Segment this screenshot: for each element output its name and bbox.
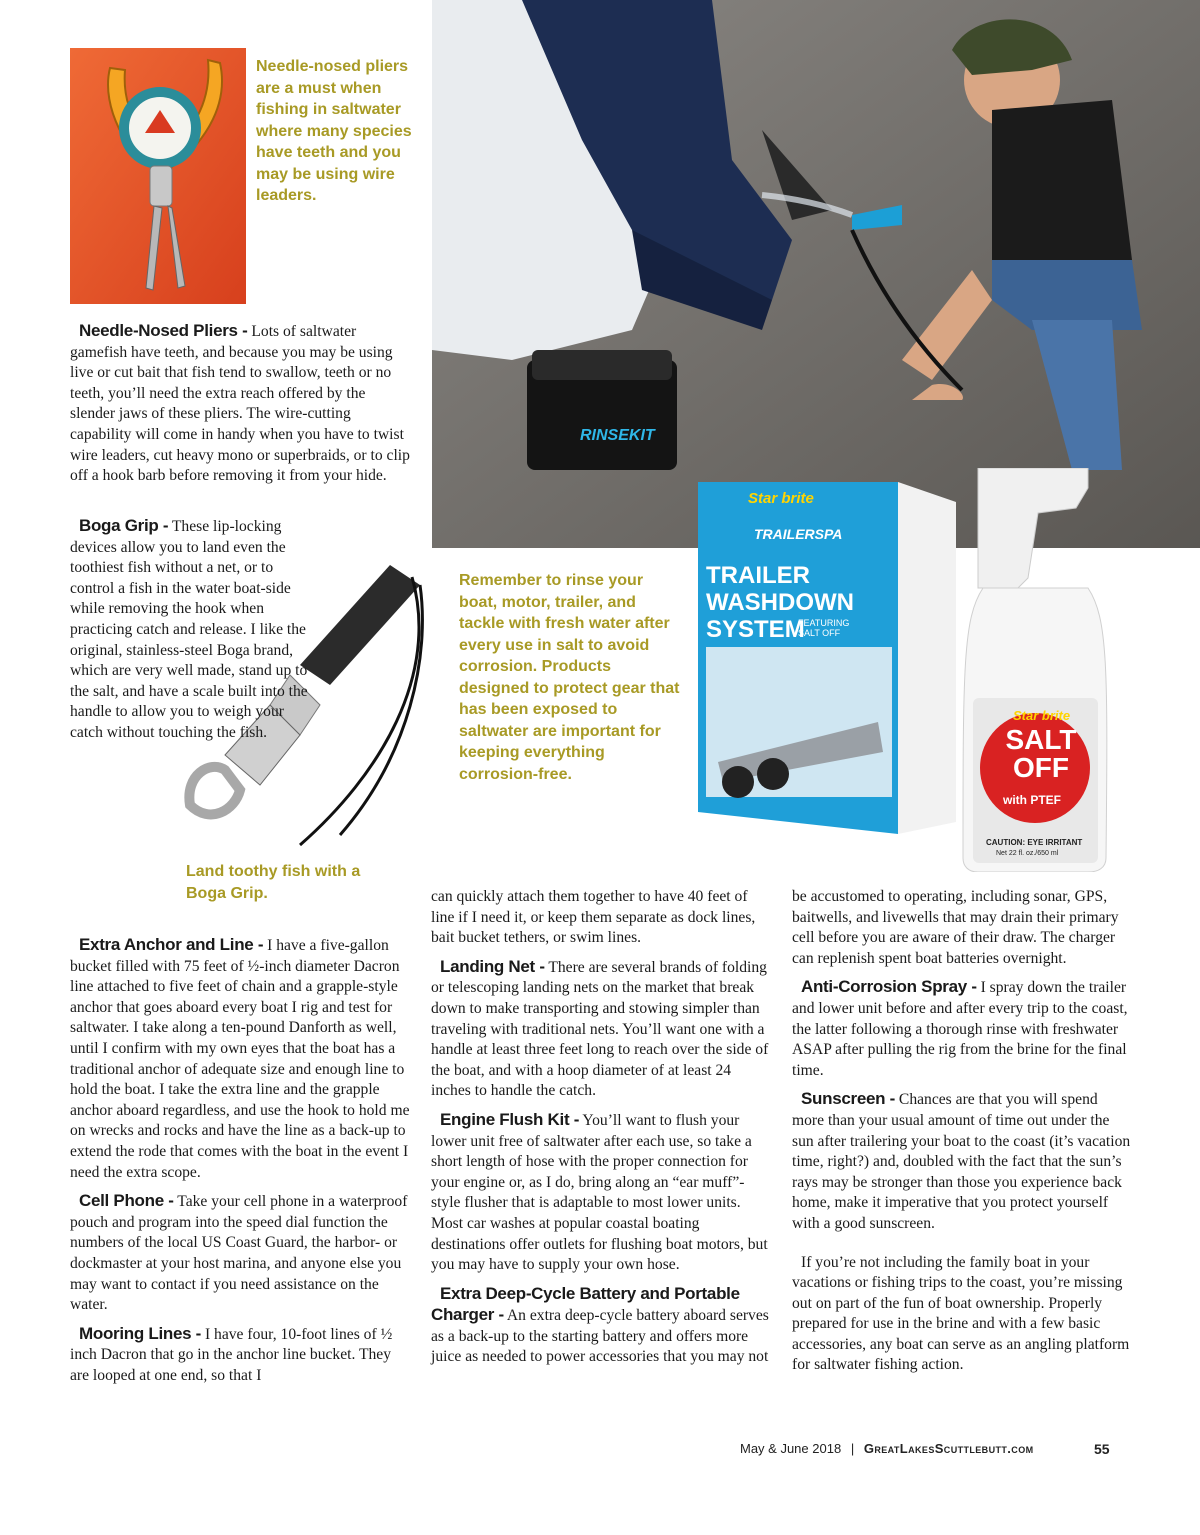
section-text: I spray down the trailer and lower unit before and after every trip to the coast, the latter following a thorough rinse with freshwater ASAP after pulling the rig from the brine for the final time. — [792, 979, 1128, 1079]
site-name-part: GreatLakes — [863, 1441, 935, 1456]
section-boga — [70, 516, 320, 744]
section-text: You’ll want to flush your lower unit free of saltwater after each use, so take a short length of hose with the proper connection for your engine or, as I do, bring along an “ear muff”-style flusher that is adaptable to most lower units. Most car washes at popular coastal boating destinations offer outlets for flushing boat motors, but you may have to supply your own hose. — [431, 1111, 768, 1274]
section-battery — [431, 1284, 769, 1368]
section-text: I have a five-gallon bucket filled with 75 feet of ½-inch diameter Dacron line attached to five feet of chain and a grapple-style anchor that goes aboard every boat I rig and test for saltwater. I take along a ten-pound Danforth as well, until I confirm with my own eyes that the boat has a traditional anchor of adequate size and enough line to hold the boat. I take the extra line and the grapple anchor aboard regardless, and use the hook to hold me on wrecks and rocks and have the line as a back-up to extend the rode that comes with the boat in the event I need the extra scope. — [70, 937, 410, 1181]
site-name-part: .com — [1007, 1441, 1034, 1456]
section-heading: Boga Grip - — [79, 516, 169, 535]
site-name-part: Scuttlebutt — [934, 1441, 1008, 1456]
section-net — [431, 957, 769, 1102]
closing-paragraph: If you’re not including the family boat in your vacations or fishing trips to the coast, you’re missing out on part of the fun of boat ownership. Properly prepared for use in the brine and with a few basic accessories, any boat can serve as an angling platform for saltwater fishing action. — [792, 1253, 1130, 1374]
box-title-label: TRAILER WASHDOWN SYSTEM — [706, 562, 854, 643]
footer-divider: | — [850, 1441, 855, 1456]
section-spray — [792, 977, 1132, 1081]
section-heading: Landing Net - — [440, 956, 545, 976]
trailer-washdown-box-photo — [698, 482, 956, 834]
section-heading: Needle-Nosed Pliers - — [79, 321, 248, 340]
boga-caption: Land toothy fish with a Boga Grip. — [186, 863, 361, 902]
section-text: I have four, 10-foot lines of ½ inch Dacron that go in the anchor line bucket. They are looped at one end, so that I — [70, 1325, 393, 1384]
bottle-brand-label: Star brite — [1013, 708, 1071, 723]
needle-nose-pliers-illustration — [70, 48, 246, 304]
section-mooring — [70, 1324, 410, 1387]
section-heading: Engine Flush Kit - — [440, 1109, 580, 1129]
page-footer — [740, 1441, 1034, 1456]
page-number: 55 — [1094, 1441, 1110, 1457]
section-text: Take your cell phone in a waterproof pouch and program into the speed dial function the numbers of the local US Coast Guard, the harbor- or dockmaster at your host marina, and anyone else you may want to contact if you need assistance on the water. — [70, 1193, 408, 1314]
section-heading: Extra Anchor and Line - — [79, 935, 264, 954]
section-text: Chances are that you will spend more than your usual amount of time out under the sun after trailering your boat to the coast (it’s vacation time, right?) and, doubled with the fact that the sun’s rays may be stronger than those you experience back home, make it imperative that you protect yourself with a good sunscreen. — [792, 1091, 1131, 1232]
column-2 — [431, 887, 769, 1376]
section-anchor — [70, 935, 410, 1183]
section-heading: Anti-Corrosion Spray - — [801, 977, 977, 997]
column-3 — [792, 887, 1132, 1384]
box-sub-label: FEATURING SALT OFF — [798, 618, 850, 638]
salt-off-bottle-photo — [958, 468, 1110, 872]
section-heading: Cell Phone - — [79, 1191, 174, 1211]
rinse-caption: Remember to rinse your boat, motor, trailer, and tackle with fresh water after every use in salt to avoid corrosion. Products designed to protect gear that has been exposed to saltwater are important for keeping everything corrosion-free. — [459, 572, 680, 783]
bottle-size-label: Net 22 fl. oz./650 ml — [996, 850, 1059, 857]
box-name-label: TRAILERSPA — [754, 526, 843, 542]
bottle-caution-label: CAUTION: EYE IRRITANT — [986, 838, 1083, 847]
section-sunscreen — [792, 1089, 1132, 1234]
pliers-photo — [70, 48, 246, 304]
section-text: These lip-locking devices allow you to land even the toothiest fish without a net, or to control a fish in the water boat-side while removing the hook when practicing catch and release. I like the original, stainless-steel Boga brand, which are very well made, stand up to the salt, and have a scale built into the handle to allow you to weigh your catch without touching the fish. — [70, 518, 308, 741]
column-1-top — [70, 321, 410, 495]
section-heading: Extra Deep-Cycle Battery and Portable Charger - — [431, 1283, 740, 1325]
column-1-bottom — [70, 935, 410, 1394]
pliers-caption: Needle-nosed pliers are a must when fishing in saltwater where many species have teeth and you may be using wire leaders. — [256, 58, 412, 204]
rinse-kit-label: RINSEKIT — [580, 427, 655, 444]
column-1-boga — [70, 516, 320, 744]
site-name — [864, 1441, 1034, 1456]
section-text: An extra deep-cycle battery aboard serves as a back-up to the starting battery and offers more juice as needed to power accessories that you may not — [431, 1307, 769, 1366]
rinse-boat-photo — [432, 0, 1200, 548]
section-heading: Mooring Lines - — [79, 1323, 202, 1343]
section-text: Lots of saltwater gamefish have teeth, and because you may be using live or cut bait that fish tend to swallow, teeth or no teeth, you’ll need the extra reach offered by the slender jaws of these pliers. The wire-cutting capability will come in handy when you have to twist wire leaders, cut heavy mono or superbraids, or to clip off a hook barb before removing it from your hide. — [70, 323, 410, 485]
issue-date: May & June 2018 — [740, 1441, 842, 1456]
section-phone — [70, 1191, 410, 1316]
bottle-with-label: with PTEF — [1003, 793, 1061, 807]
section-text: There are several brands of folding or telescoping landing nets on the market that break down to make transporting and stowing simpler than traveling with traditional nets. You’ll want one with a handle at least three feet long to reach over the side of the boat, and with a hoop diameter of at least 24 inches to handle the catch. — [431, 958, 769, 1100]
mooring-continued: can quickly attach them together to have 40 feet of line if I need it, or keep them separate as dock lines, bait bucket tethers, or swim lines. — [431, 888, 756, 947]
bottle-name-label: SALT OFF — [1005, 724, 1077, 783]
section-heading: Sunscreen - — [801, 1089, 896, 1109]
section-flush — [431, 1110, 769, 1276]
battery-continued: be accustomed to operating, including sonar, GPS, baitwells, and livewells that may drain their primary cell before you are aware of their draw. The charger can replenish spent boat batteries overnight. — [792, 888, 1119, 967]
box-brand-label: Star brite — [748, 490, 814, 507]
section-pliers — [70, 321, 410, 487]
